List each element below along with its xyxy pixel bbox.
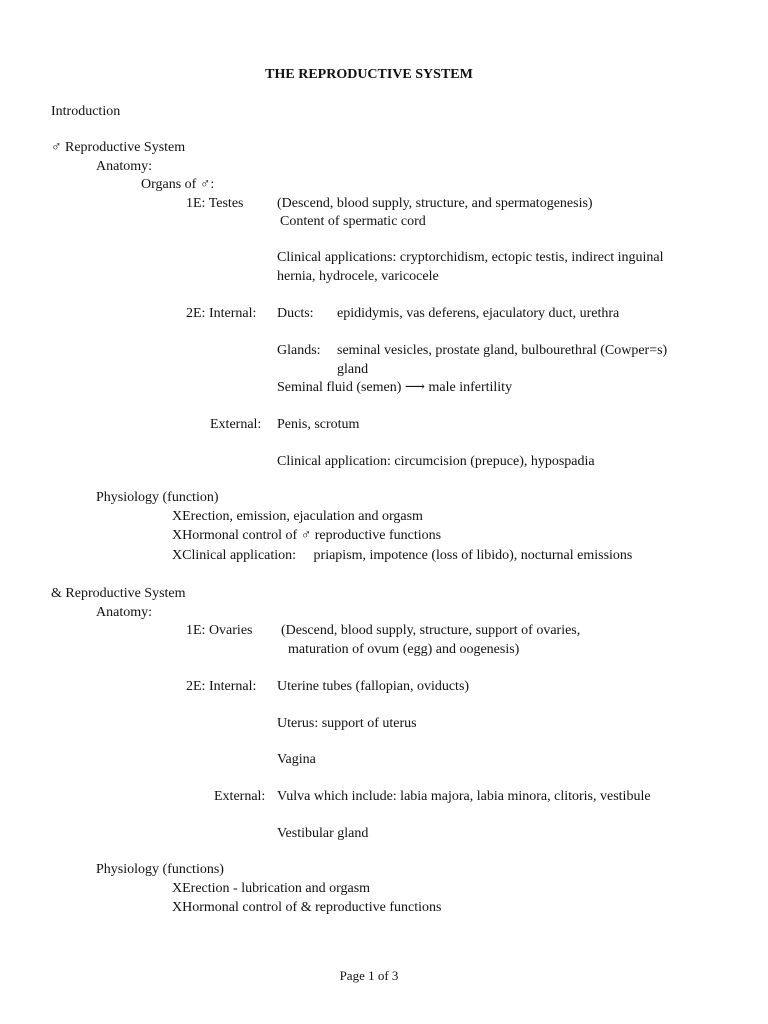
male-section-heading: ♂ Reproductive System bbox=[51, 140, 186, 155]
male-internal-label: 2E: Internal: bbox=[186, 306, 257, 321]
list-item-text: Clinical application: priapism, impotence (loss of libido), nocturnal emissions bbox=[182, 548, 633, 563]
list-item bbox=[172, 880, 370, 898]
ovaries-desc-line2: maturation of ovum (egg) and oogenesis) bbox=[288, 642, 520, 657]
seminal-fluid-text: Seminal fluid (semen) ⟶ male infertility bbox=[277, 380, 513, 395]
female-section-heading: & Reproductive System bbox=[51, 586, 186, 601]
female-external-label: External: bbox=[214, 789, 266, 804]
ducts-text: epididymis, vas deferens, ejaculatory duct, urethra bbox=[337, 306, 620, 321]
page-footer: Page 1 of 3 bbox=[339, 968, 399, 983]
male-physiology-heading: Physiology (function) bbox=[96, 490, 219, 505]
list-item bbox=[172, 527, 441, 545]
glands-text-line2: gland bbox=[337, 362, 369, 377]
male-anatomy-label: Anatomy: bbox=[96, 159, 152, 174]
list-item-text: Erection - lubrication and orgasm bbox=[182, 881, 371, 896]
female-physiology-heading: Physiology (functions) bbox=[96, 862, 224, 877]
list-item-text: Hormonal control of ♂ reproductive functions bbox=[182, 528, 442, 543]
glands-text-line1: seminal vesicles, prostate gland, bulbourethral (Cowper=s) bbox=[337, 343, 668, 358]
testes-label: 1E: Testes bbox=[186, 196, 244, 211]
ducts-label: Ducts: bbox=[277, 306, 314, 321]
ovaries-desc-line1: (Descend, blood supply, structure, support of ovaries, bbox=[281, 623, 581, 638]
bullet-icon: Χ bbox=[172, 509, 183, 524]
female-anatomy-label: Anatomy: bbox=[96, 605, 152, 620]
glands-label: Glands: bbox=[277, 343, 321, 358]
bullet-icon: Χ bbox=[172, 881, 183, 896]
uterine-tubes-text: Uterine tubes (fallopian, oviducts) bbox=[277, 679, 470, 694]
ovaries-label: 1E: Ovaries bbox=[186, 623, 253, 638]
male-organs-label: Organs of ♂: bbox=[141, 177, 215, 192]
male-external-clinical: Clinical application: circumcision (prepuce), hypospadia bbox=[277, 454, 595, 469]
list-item bbox=[172, 547, 632, 565]
testes-clinical-line1: Clinical applications: cryptorchidism, ectopic testis, indirect inguinal bbox=[277, 250, 664, 265]
vulva-text: Vulva which include: labia majora, labia minora, clitoris, vestibule bbox=[277, 789, 651, 804]
bullet-icon: Χ bbox=[172, 528, 183, 543]
testes-clinical-line2: hernia, hydrocele, varicocele bbox=[277, 269, 439, 284]
male-external-label: External: bbox=[210, 417, 262, 432]
uterus-text: Uterus: support of uterus bbox=[277, 716, 417, 731]
page-title: THE REPRODUCTIVE SYSTEM bbox=[265, 67, 473, 82]
spermatic-cord-text: Content of spermatic cord bbox=[280, 214, 426, 229]
vagina-text: Vagina bbox=[277, 752, 316, 767]
list-item-text: Hormonal control of & reproductive functions bbox=[182, 900, 442, 915]
bullet-icon: Χ bbox=[172, 900, 183, 915]
testes-description: (Descend, blood supply, structure, and spermatogenesis) bbox=[277, 196, 593, 211]
intro-heading: Introduction bbox=[51, 104, 121, 119]
list-item-text: Erection, emission, ejaculation and orgasm bbox=[182, 509, 423, 524]
bullet-icon: Χ bbox=[172, 548, 183, 563]
list-item bbox=[172, 508, 423, 526]
male-external-text: Penis, scrotum bbox=[277, 417, 360, 432]
list-item bbox=[172, 899, 441, 917]
female-internal-label: 2E: Internal: bbox=[186, 679, 257, 694]
vestibular-gland-text: Vestibular gland bbox=[277, 826, 369, 841]
